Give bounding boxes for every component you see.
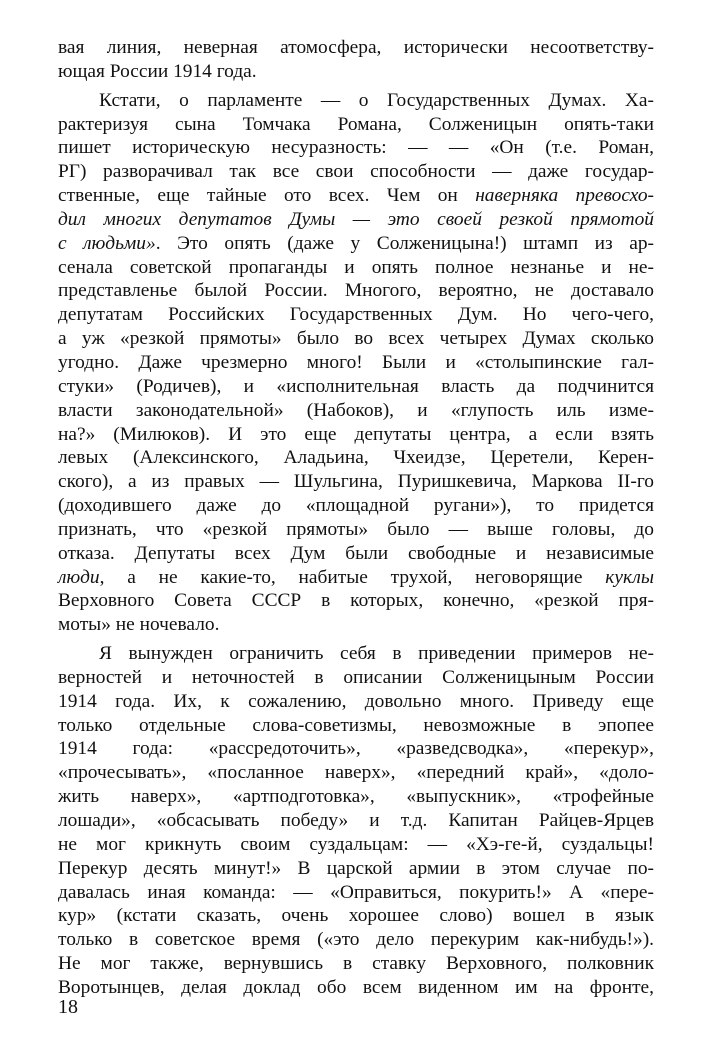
- text-line: признать, что «резкой прямоты» было — выше головы, до: [58, 518, 654, 540]
- text-line: Перекур десять минут!» В царской армии в этом случае по-: [58, 857, 654, 879]
- text-line: рактеризуя сына Томчака Романа, Солженицын опять-таки: [58, 113, 654, 135]
- text-line: РГ) разворачивал так все свои способности — даже государ-: [58, 161, 654, 183]
- text-line: 1914 года. Их, к сожалению, довольно много. Приведу еще: [58, 690, 654, 712]
- text-line: 1914 года: «рассредоточить», «разведсводка», «перекур»,: [58, 738, 654, 760]
- text-line: депутатам Российских Государственных Дум. Но чего-чего,: [58, 304, 654, 326]
- text-line: с людьми». Это опять (даже у Солженицына!) штамп из ар-: [58, 232, 654, 254]
- text-line: «прочесывать», «посланное наверх», «передний край», «доло-: [58, 762, 654, 784]
- text-line: Верховного Совета СССР в которых, конечно, «резкой пря-: [58, 590, 654, 612]
- text-line: ственные, еще тайные ото всех. Чем он наверняка превосхо-: [58, 185, 655, 207]
- italic-text: наверняка превосхо-: [475, 185, 655, 207]
- text-line: [58, 208, 654, 232]
- text-line: вая линия, неверная атомосфера, исторически несоответству-: [58, 37, 654, 58]
- italic-text: люди: [58, 566, 100, 588]
- text-line: Не мог также, вернувшись в ставку Верховного, полковник: [58, 953, 654, 975]
- text-line: а уж «резкой прямоты» было во всех четырех Думах сколько: [58, 328, 654, 350]
- text-line: кур» (кстати сказать, очень хорошее слово) вошел в язык: [58, 905, 654, 927]
- text-line: левых (Алексинского, Аладьина, Чхеидзе, Церетели, Керен-: [58, 447, 654, 469]
- text-line: ского), а из правых — Шульгина, Пуришкевича, Маркова II-го: [58, 471, 654, 493]
- text-line: сенала советской пропаганды и опять полное незнанье и не-: [58, 256, 654, 278]
- text-line: представленье былой России. Многого, вероятно, не доставало: [58, 280, 654, 302]
- text-line: власти законодательной» (Набоков), и «глупость иль изме-: [58, 399, 654, 421]
- text-line: не мог крикнуть своим суздальцам: — «Хэ-ге-й, суздальцы!: [58, 833, 654, 855]
- text-line: люди, а не какие-то, набитые трухой, неговорящие куклы: [58, 566, 654, 588]
- page-number: 18: [58, 996, 78, 1018]
- text-line: жить наверх», «артподготовка», «выпускник», «трофейные: [58, 786, 654, 808]
- text-line: ющая России 1914 года.: [58, 60, 257, 82]
- text-line: давалась иная команда: — «Оправиться, покурить!» А «пере-: [58, 881, 654, 903]
- text-line: лошади», «обсасывать победу» и т.д. Капитан Райцев-Ярцев: [58, 810, 654, 831]
- italic-text: дил многих депутатов Думы — это своей резкой прямотой: [58, 208, 654, 230]
- text-line: (доходившего даже до «площадной ругани»), то придется: [58, 495, 654, 517]
- text-line: моты» не ночевало.: [58, 614, 220, 636]
- text-line: Воротынцев, делая доклад обо всем виденном им на фронте,: [58, 976, 654, 998]
- paragraph-start-line: Я вынужден ограничить себя в приведении примеров не-: [99, 643, 654, 665]
- text-line: верностей и неточностей в описании Солженицыным России: [58, 666, 654, 688]
- text-line: на?» (Милюков). И это еще депутаты центра, а если взять: [58, 423, 654, 445]
- text-line: стуки» (Родичев), и «исполнительная власть да подчинится: [58, 375, 654, 397]
- text-line: пишет историческую несуразность: — — «Он (т.е. Роман,: [58, 137, 654, 159]
- text-line: только отдельные слова-советизмы, невозможные в эпопее: [58, 714, 654, 736]
- text-line: только в советское время («это дело перекурим как-нибудь!»).: [58, 929, 654, 951]
- body-text: [58, 36, 654, 1000]
- text-line: угодно. Даже чрезмерно много! Были и «столыпинские гал-: [58, 351, 654, 373]
- italic-text: куклы: [605, 566, 654, 588]
- italic-text: с людьми»: [58, 232, 156, 254]
- paragraph-start-line: Кстати, о парламенте — о Государственных Думах. Ха-: [99, 89, 654, 111]
- text-line: отказа. Депутаты всех Дум были свободные и независимые: [58, 542, 654, 564]
